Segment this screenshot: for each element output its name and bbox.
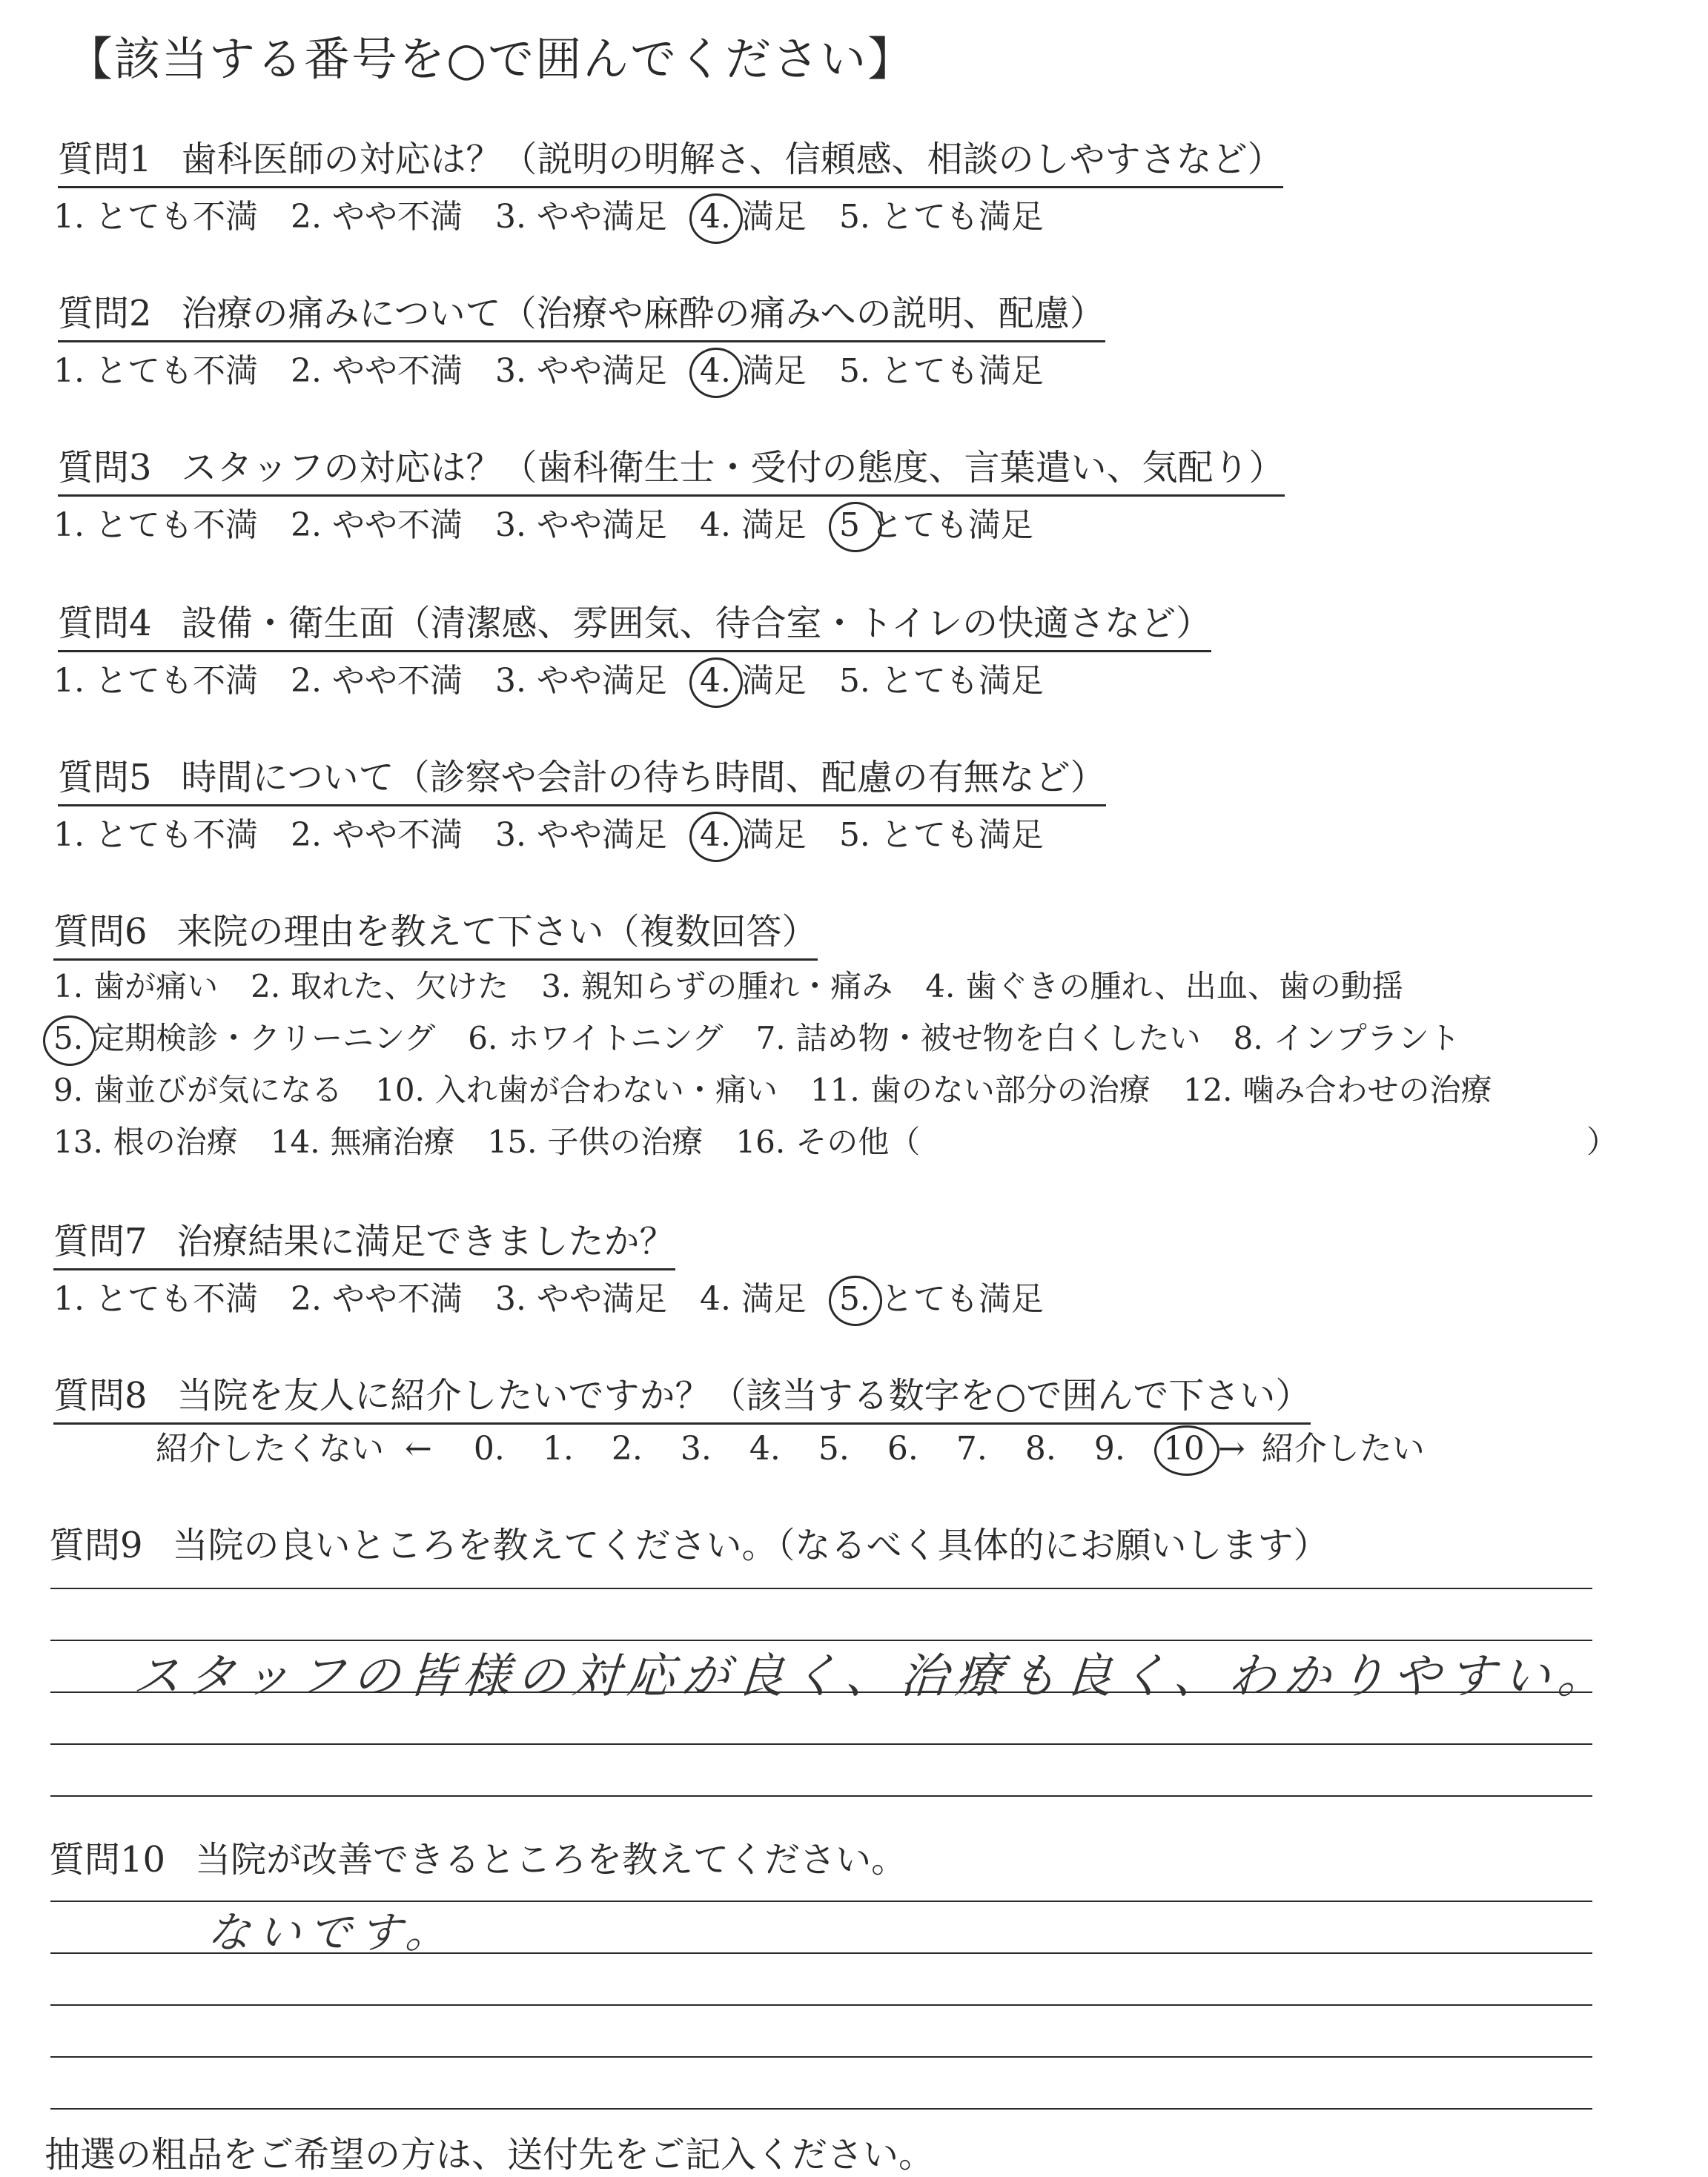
q3-option-4[interactable]: 4. 満足 (699, 506, 807, 544)
q6-option-10[interactable]: 10. 入れ歯が合わない・痛い (375, 1072, 778, 1108)
q1-option-2[interactable]: 2. やや不満 (290, 198, 463, 236)
question-3-options (53, 498, 1066, 546)
q7-option-4[interactable]: 4. 満足 (699, 1280, 807, 1318)
question-5-text: 時間について（診察や会計の待ち時間、配慮の有無など） (181, 757, 1106, 798)
question-4-title (58, 594, 1211, 652)
question-7-text: 治療結果に満足できましたか？ (176, 1221, 675, 1262)
q6-option-1[interactable]: 1. 歯が痛い (53, 968, 219, 1004)
q3-option-3[interactable]: 3. やや満足 (494, 506, 667, 544)
q8-scale-3[interactable]: 3. (680, 1430, 712, 1468)
q1-option-4-circled[interactable]: 4. 満足 (699, 198, 807, 236)
q6-option-2[interactable]: 2. 取れた、欠けた (251, 968, 509, 1004)
question-5-title (58, 749, 1106, 806)
question-4-number: 質問4 (58, 603, 152, 644)
question-9-number: 質問9 (49, 1525, 143, 1566)
q4-option-3[interactable]: 3. やや満足 (494, 662, 667, 700)
q6-row-3 (53, 1066, 1525, 1110)
q4-option-4-circled[interactable]: 4. 満足 (699, 662, 807, 700)
q6-option-3[interactable]: 3. 親知らずの腫れ・痛み (541, 968, 893, 1004)
question-1-options (53, 190, 1076, 237)
q6-row-1 (53, 962, 1436, 1007)
q6-option-5-circled[interactable]: 5. 定期検診・クリーニング (53, 1020, 436, 1056)
q8-scale-2[interactable]: 2. (611, 1430, 643, 1468)
question-8-text: 当院を友人に紹介したいですか？（該当する数字を○で囲んで下さい） (176, 1375, 1311, 1416)
question-2-text: 治療の痛みについて（治療や麻酔の痛みへの説明、配慮） (181, 293, 1105, 334)
q4-option-1[interactable]: 1. とても不満 (53, 662, 258, 700)
q6-row-2 (53, 1014, 1493, 1058)
q10-handwritten-answer[interactable]: ないです。 (205, 1907, 458, 1958)
q8-scale-4[interactable]: 4. (749, 1430, 781, 1468)
q6-option-15[interactable]: 15. 子供の治療 (487, 1124, 704, 1160)
question-1-number: 質問1 (58, 139, 152, 180)
q9-handwritten-answer[interactable]: スタッフの皆様の対応が良く、治療も良く、わかりやすい。 (130, 1649, 1615, 1704)
q10-answer-line-3 (50, 2004, 1592, 2006)
question-3-number: 質問3 (58, 447, 152, 488)
question-7-title (53, 1213, 675, 1270)
q1-option-1[interactable]: 1. とても不満 (53, 198, 258, 236)
q6-option-11[interactable]: 11. 歯のない部分の治療 (810, 1072, 1151, 1108)
question-4-options (53, 654, 1076, 701)
question-3-title (58, 439, 1285, 497)
question-2-options (53, 344, 1076, 391)
q8-scale-10-circled[interactable]: 10 (1162, 1430, 1205, 1468)
left-arrow-icon: ← (405, 1430, 432, 1468)
q5-option-2[interactable]: 2. やや不満 (290, 816, 463, 854)
q6-option-7[interactable]: 7. 詰め物・被せ物を白くしたい (755, 1020, 1201, 1056)
q2-option-2[interactable]: 2. やや不満 (290, 352, 463, 390)
q2-option-5[interactable]: 5. とても満足 (838, 352, 1044, 390)
q5-option-1[interactable]: 1. とても不満 (53, 816, 258, 854)
question-10-text: 当院が改善できるところを教えてください。 (195, 1839, 907, 1881)
question-8-title (53, 1367, 1311, 1425)
q6-other-close-paren: ） (1586, 1124, 1618, 1160)
q6-option-6[interactable]: 6. ホワイトニング (468, 1020, 724, 1056)
q6-option-16[interactable]: 16. その他（ (735, 1124, 921, 1160)
q9-answer-line-4 (50, 1743, 1592, 1745)
q8-scale-5[interactable]: 5. (818, 1430, 850, 1468)
q6-option-12[interactable]: 12. 噛み合わせの治療 (1182, 1072, 1492, 1108)
q8-scale-8[interactable]: 8. (1025, 1430, 1056, 1468)
question-4-text: 設備・衛生面（清潔感、雰囲気、待合室・トイレの快適さなど） (181, 603, 1212, 644)
q8-scale-9[interactable]: 9. (1093, 1430, 1125, 1468)
q9-answer-line-5 (50, 1795, 1592, 1797)
question-2-title (58, 285, 1105, 342)
q6-option-13[interactable]: 13. 根の治療 (53, 1124, 238, 1160)
q6-option-14[interactable]: 14. 無痛治療 (270, 1124, 455, 1160)
q4-option-5[interactable]: 5. とても満足 (838, 662, 1044, 700)
q8-scale-0[interactable]: 0. (473, 1430, 505, 1468)
q6-row-4 (53, 1118, 953, 1162)
form-header: 【該当する番号を○で囲んでください】 (67, 32, 916, 86)
q9-answer-line-1 (50, 1588, 1592, 1589)
q10-answer-line-5 (50, 2108, 1592, 2110)
q5-option-3[interactable]: 3. やや満足 (494, 816, 667, 854)
question-6-number: 質問6 (53, 911, 148, 952)
q4-option-2[interactable]: 2. やや不満 (290, 662, 463, 700)
q7-option-5-circled[interactable]: 5. とても満足 (838, 1280, 1044, 1318)
question-1-title (58, 130, 1283, 188)
question-7-options (53, 1272, 1076, 1319)
q8-recommend-scale (156, 1422, 1425, 1469)
q8-right-label: 紹介したい (1261, 1430, 1425, 1468)
q8-scale-1[interactable]: 1. (542, 1430, 574, 1468)
q8-scale-6[interactable]: 6. (887, 1430, 918, 1468)
q10-answer-line-4 (50, 2056, 1592, 2058)
q1-option-3[interactable]: 3. やや満足 (494, 198, 667, 236)
question-6-title (53, 903, 818, 961)
q2-option-1[interactable]: 1. とても不満 (53, 352, 258, 390)
q7-option-3[interactable]: 3. やや満足 (494, 1280, 667, 1318)
q2-option-3[interactable]: 3. やや満足 (494, 352, 667, 390)
question-2-number: 質問2 (58, 293, 152, 334)
question-7-number: 質問7 (53, 1221, 148, 1262)
q3-option-5-circled[interactable]: 5 とても満足 (838, 506, 1033, 544)
q5-option-4-circled[interactable]: 4. 満足 (699, 816, 807, 854)
q8-left-label: 紹介したくない (156, 1430, 384, 1468)
q6-option-9[interactable]: 9. 歯並びが気になる (53, 1072, 343, 1108)
footer-note: 抽選の粗品をご希望の方は、送付先をご記入ください。 (44, 2134, 935, 2176)
q8-scale-7[interactable]: 7. (956, 1430, 987, 1468)
question-10-title (49, 1831, 907, 1886)
question-5-number: 質問5 (58, 757, 152, 798)
question-6-text: 来院の理由を教えて下さい（複数回答） (176, 911, 818, 952)
q7-option-2[interactable]: 2. やや不満 (290, 1280, 463, 1318)
q1-option-5[interactable]: 5. とても満足 (838, 198, 1044, 236)
question-5-options (53, 808, 1076, 855)
q3-option-2[interactable]: 2. やや不満 (290, 506, 463, 544)
question-3-text: スタッフの対応は？（歯科衛生士・受付の態度、言葉遣い、気配り） (181, 447, 1285, 488)
q6-option-8[interactable]: 8. インプラント (1233, 1020, 1460, 1056)
q5-option-5[interactable]: 5. とても満足 (838, 816, 1044, 854)
q3-option-1[interactable]: 1. とても不満 (53, 506, 258, 544)
question-10-number: 質問10 (49, 1839, 166, 1881)
q6-option-4[interactable]: 4. 歯ぐきの腫れ、出血、歯の動揺 (925, 968, 1403, 1004)
question-1-text: 歯科医師の対応は？（説明の明解さ、信頼感、相談のしやすさなど） (181, 139, 1283, 180)
question-8-number: 質問8 (53, 1375, 148, 1416)
question-9-title (49, 1517, 1329, 1572)
right-arrow-icon: → (1217, 1430, 1245, 1468)
q2-option-4-circled[interactable]: 4. 満足 (699, 352, 807, 390)
q7-option-1[interactable]: 1. とても不満 (53, 1280, 258, 1318)
question-9-text: 当院の良いところを教えてください。（なるべく具体的にお願いします） (172, 1525, 1329, 1566)
